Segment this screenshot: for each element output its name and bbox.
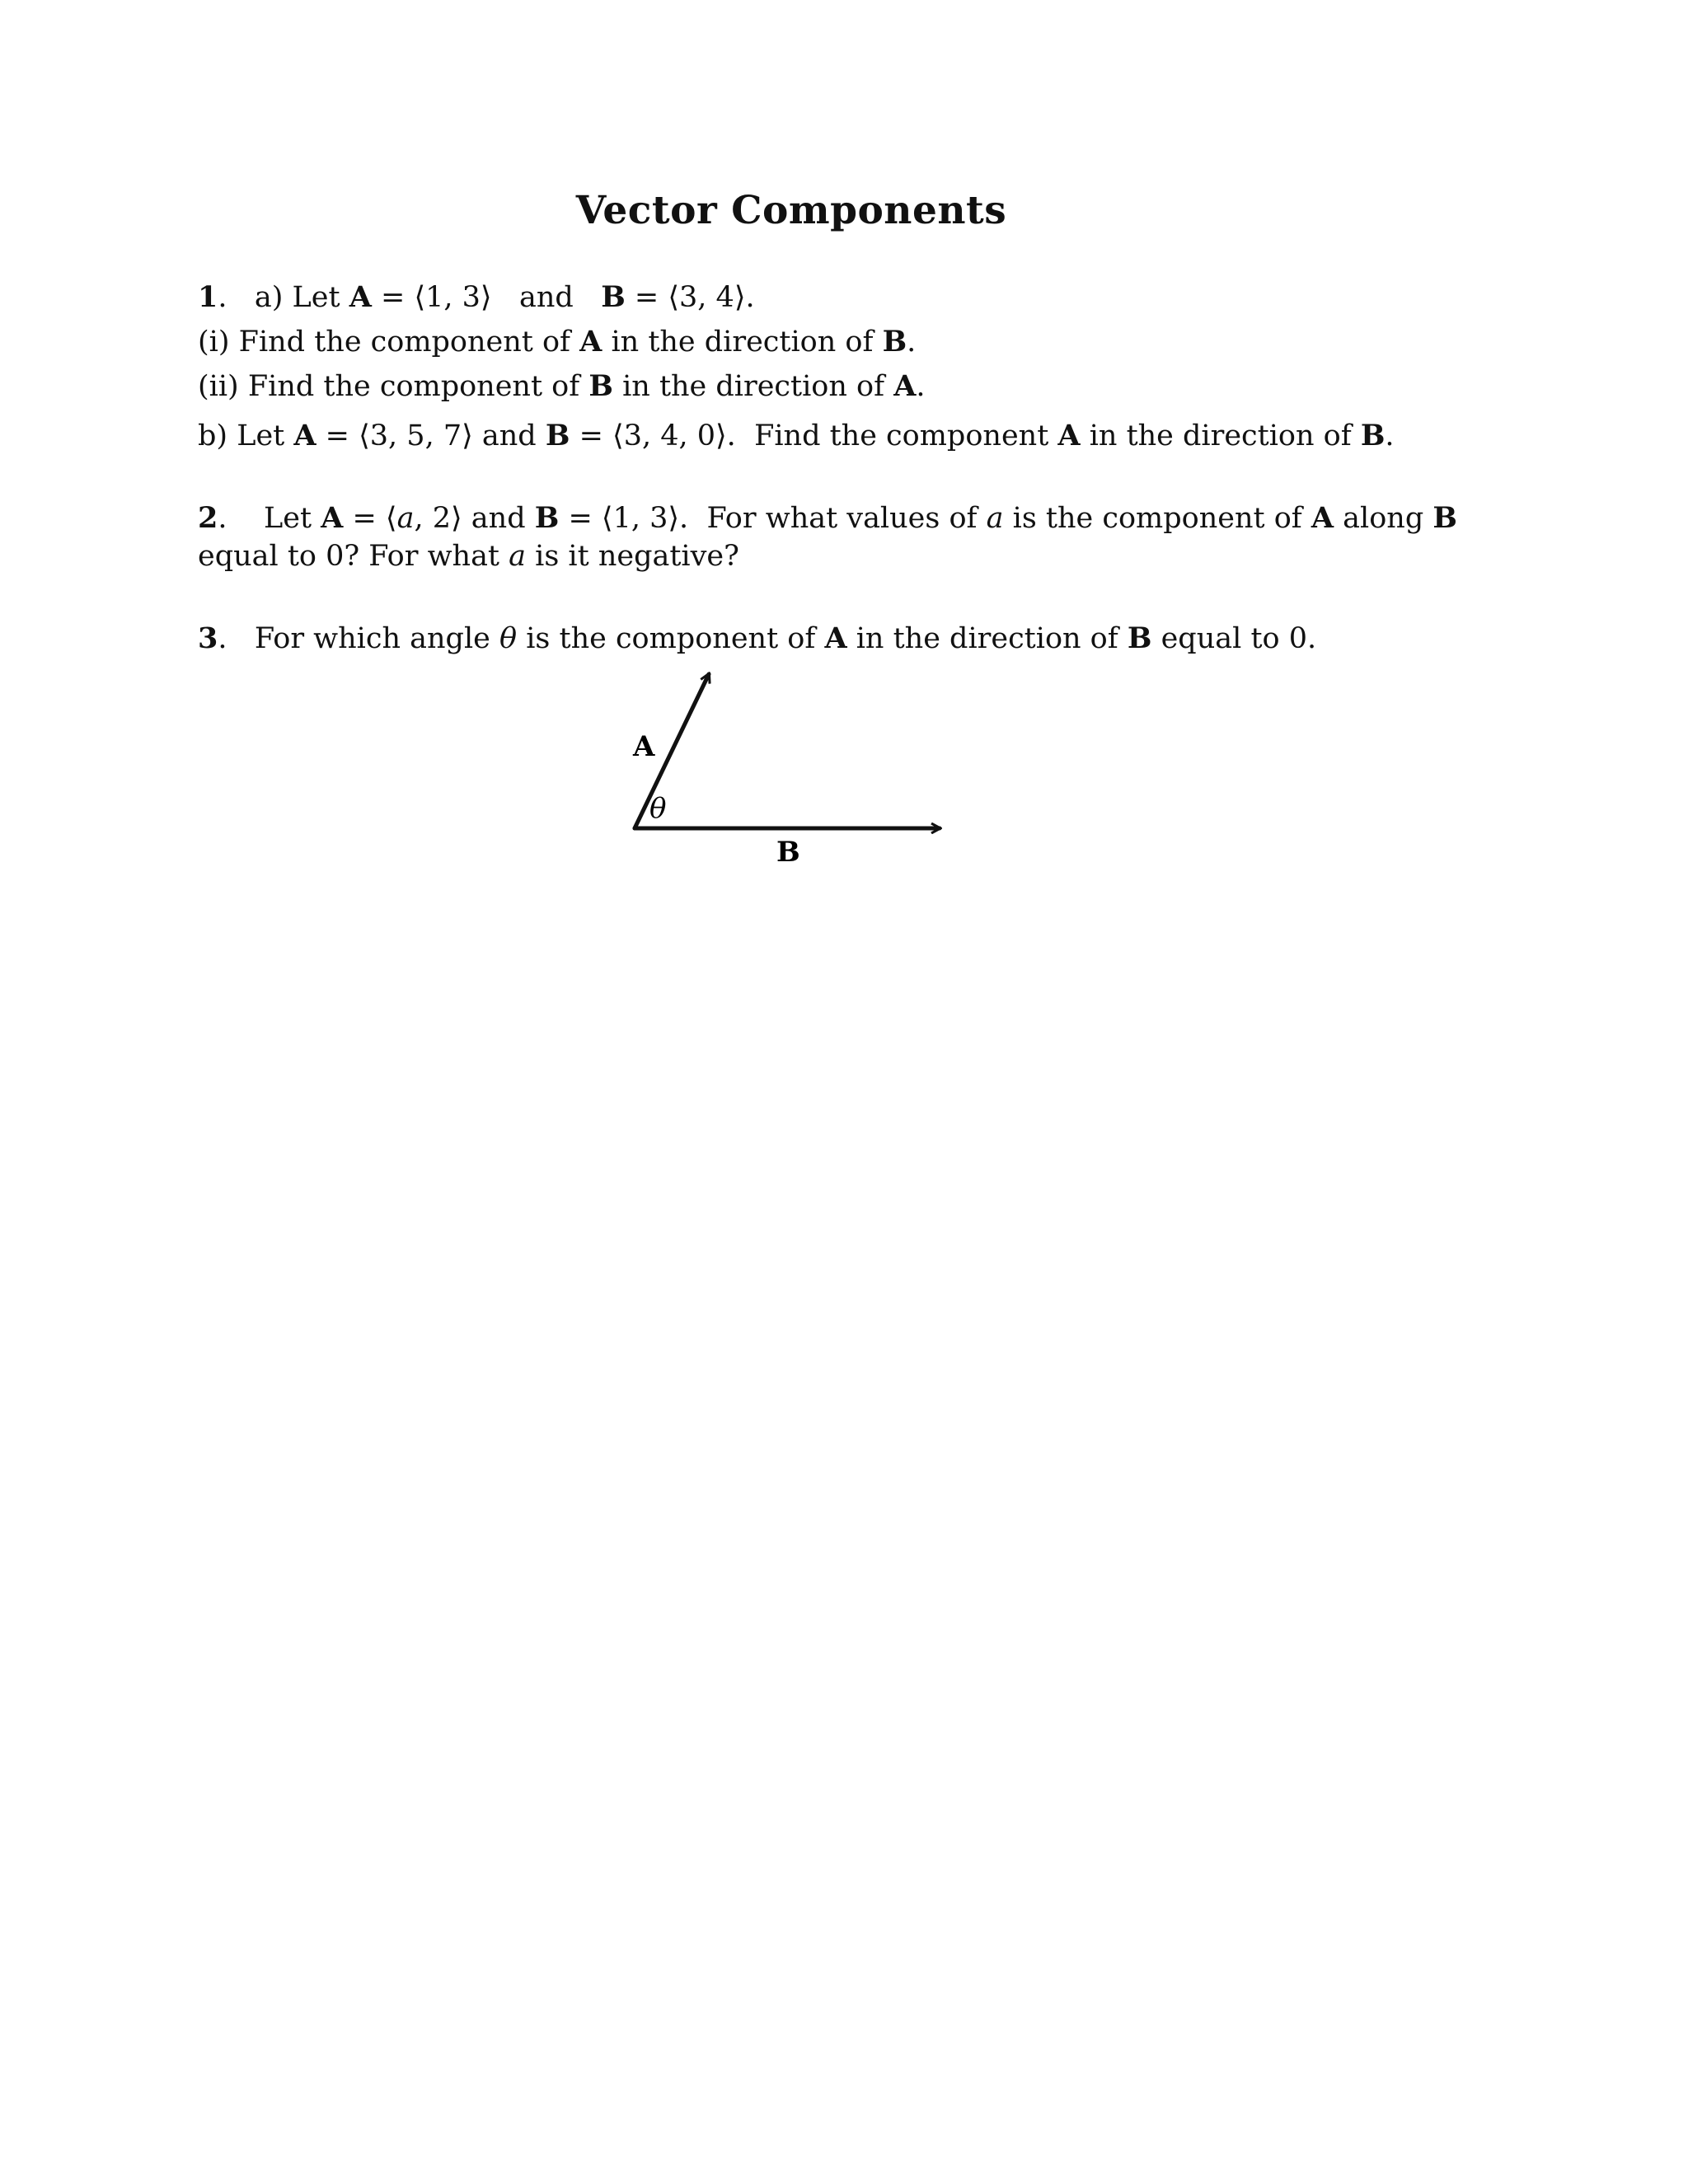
text: For which angle — [254, 622, 490, 655]
text: along — [1343, 502, 1424, 535]
text: Let — [264, 502, 312, 535]
text: is the component of — [526, 622, 816, 655]
text: and — [518, 281, 574, 314]
vector-a: A — [893, 369, 917, 403]
vector-b-value: = ⟨1, 3⟩. — [568, 502, 689, 535]
vector-diagram-svg — [610, 659, 973, 882]
problem-2-line-1: 2. Let A = ⟨a, 2⟩ and B = ⟨1, 3⟩. For what values of a is the component of A along B — [198, 501, 1457, 535]
vector-a: A — [1311, 501, 1334, 535]
text: equal to 0? For what — [198, 540, 499, 573]
text: Find the component — [754, 419, 1049, 452]
problem-2-line-2 — [198, 539, 739, 574]
problem-1-i-label: (i) — [198, 326, 230, 359]
variable-a: a — [509, 540, 527, 573]
vector-b: B — [882, 325, 907, 359]
problem-2-number: 2 — [198, 501, 218, 535]
problem-1-number: 1 — [198, 280, 218, 314]
text: in the direction of — [622, 370, 885, 403]
vector-a-value: = ⟨3, 5, 7⟩ — [325, 419, 473, 452]
vector-b: B — [1127, 621, 1152, 655]
problem-1-ii-label: (ii) — [198, 370, 239, 403]
vector-diagram — [610, 659, 973, 882]
text: , 2⟩ — [414, 502, 462, 535]
problem-1b-line: b) Let A = ⟨3, 5, 7⟩ and B = ⟨3, 4, 0⟩. Find the component A in the direction of B. — [198, 419, 1395, 452]
text: is it negative? — [535, 540, 739, 573]
problem-3-line: 3. For which angle θ is the component of A in the direction of B equal to 0. — [198, 621, 1317, 655]
problem-1-i-line: (i) Find the component of A in the direction of B. — [198, 325, 917, 359]
problem-1a-line: 1. a) Let A = ⟨1, 3⟩ and B = ⟨3, 4⟩. — [198, 280, 755, 314]
text: Find the component of — [238, 326, 571, 359]
vector-b-value: = ⟨3, 4⟩. — [634, 281, 755, 314]
problem-3-number: 3 — [198, 621, 218, 655]
text: Let — [237, 419, 285, 452]
text: and — [471, 502, 526, 535]
text: in the direction of — [856, 622, 1118, 655]
text: Find the component of — [247, 370, 580, 403]
problem-1-ii-line: (ii) Find the component of B in the direction of A. — [198, 369, 926, 403]
angle-theta-label: θ — [649, 792, 667, 825]
text: in the direction of — [1089, 419, 1352, 452]
vector-b: B — [545, 419, 570, 452]
text: = ⟨ — [352, 502, 397, 535]
vector-a: A — [321, 501, 344, 535]
vector-b: B — [1432, 501, 1457, 535]
vector-a: A — [1057, 419, 1081, 452]
vector-a-value: = ⟨1, 3⟩ — [381, 281, 492, 314]
variable-a: a — [396, 502, 415, 535]
vector-b: B — [1360, 419, 1386, 452]
text: Let — [292, 281, 340, 314]
text: and — [481, 419, 537, 452]
text: equal to 0. — [1160, 622, 1317, 655]
vector-b: B — [601, 280, 626, 314]
variable-a: a — [986, 502, 1004, 535]
vector-a: A — [824, 621, 847, 655]
vector-a: A — [579, 325, 603, 359]
vector-b-value: = ⟨3, 4, 0⟩. — [579, 419, 736, 452]
variable-theta: θ — [499, 622, 518, 655]
problem-1a-label: a) — [254, 281, 284, 314]
vector-a-label: A — [633, 730, 655, 763]
vector-a: A — [293, 419, 316, 452]
text: For what values of — [706, 502, 978, 535]
text: in the direction of — [611, 326, 874, 359]
vector-b-label: B — [776, 836, 800, 869]
vector-b: B — [534, 501, 560, 535]
page-title: Vector Components — [575, 188, 1007, 233]
text: is the component of — [1012, 502, 1302, 535]
problem-1b-label: b) — [198, 419, 228, 452]
vector-a: A — [349, 280, 372, 314]
vector-b: B — [588, 369, 613, 403]
